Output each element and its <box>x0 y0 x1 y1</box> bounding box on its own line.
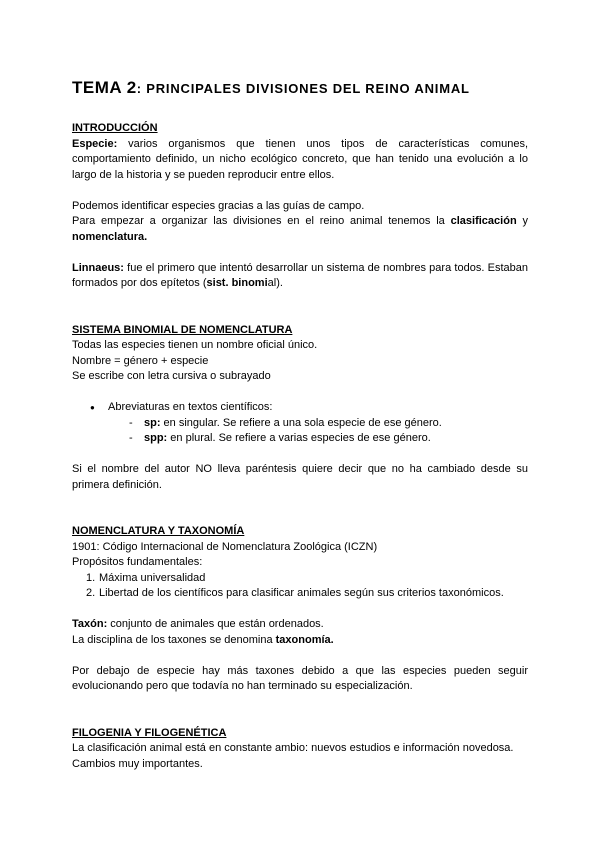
document-content <box>72 78 528 772</box>
sist-binomial-term-a: sist. binomi <box>206 277 268 289</box>
list-item <box>72 586 528 602</box>
filogenia-line-2: Cambios muy importantes. <box>72 757 203 770</box>
item-text: Máxima universalidad <box>99 571 206 584</box>
item-number: 2. <box>86 587 96 599</box>
title-text: : PRINCIPALES DIVISIONES DEL REINO ANIMAL <box>136 81 470 96</box>
debajo-paragraph: Por debajo de especie hay más taxones debido a que las especies pueden seguir evolucionando pero que todavía no han terminado su especialización. <box>72 664 528 692</box>
disciplina-paragraph <box>72 633 528 649</box>
abreviaturas-label: Abreviaturas en textos científicos: <box>108 401 273 413</box>
list-item <box>72 431 528 447</box>
clasificacion-term: clasificación <box>450 215 517 227</box>
sp-term: sp: <box>144 416 161 429</box>
autor-paragraph: Si el nombre del autor NO lleva paréntesis quiere decir que no ha cambiado desde su primera definición. <box>72 463 528 491</box>
binomial-line-3: Se escribe con letra cursiva o subrayado <box>72 370 271 382</box>
linnaeus-paragraph <box>72 261 528 292</box>
sp-text: en singular. Se refiere a una sola especie de ese género. <box>160 416 442 429</box>
taxon-paragraph <box>72 617 528 633</box>
propositos-line: Propósitos fundamentales: <box>72 556 203 568</box>
dash-list <box>72 416 528 447</box>
spp-term: spp: <box>144 432 168 444</box>
iczn-line: 1901: Código Internacional de Nomenclatura Zoológica (ICZN) <box>72 540 378 553</box>
linnaeus-end: l). <box>273 277 283 289</box>
list-item <box>72 400 528 416</box>
section-heading-intro: INTRODUCCIÓN <box>72 122 158 134</box>
taxon-text: conjunto de animales que están ordenados. <box>107 618 324 630</box>
item-text: Libertad de los científicos para clasificar animales según sus criterios taxonómicos. <box>99 587 504 599</box>
item-number: 1. <box>86 571 96 584</box>
linnaeus-term: Linnaeus: <box>72 261 124 274</box>
especie-definition: varios organismos que tienen unos tipos de características comunes, comportamiento definido, un nicho ecológico concreto, que han tenido una evolución a lo largo de la historia y se pueden reproducir entre ellos. <box>72 137 528 181</box>
organizar-paragraph <box>72 214 528 245</box>
page-title <box>72 78 528 99</box>
section-heading-binomial: SISTEMA BINOMIAL DE NOMENCLATURA <box>72 323 293 336</box>
bullet-list <box>72 400 528 416</box>
title-number: TEMA 2 <box>72 78 137 97</box>
especie-term: Especie: <box>72 137 118 150</box>
list-item <box>72 416 528 432</box>
filogenia-line-1: La clasificación animal está en constante ambio: nuevos estudios e información novedosa. <box>72 742 514 754</box>
section-heading-filogenia: FILOGENIA Y FILOGENÉTICA <box>72 726 227 739</box>
especie-paragraph <box>72 137 528 184</box>
nomenclatura-term: nomenclatura. <box>72 230 148 243</box>
linnaeus-text: fue el primero que intentó desarrollar un sistema de nombres para todos. Estaban formados por dos epítetos ( <box>72 261 528 289</box>
list-item <box>72 571 528 587</box>
taxon-term: Taxón: <box>72 618 108 630</box>
guias-paragraph: Podemos identificar especies gracias a las guías de campo. <box>72 199 365 212</box>
spp-text: en plural. Se refiere a varias especies de ese género. <box>167 432 431 444</box>
sist-binomial-term-b: a <box>267 277 274 289</box>
organizar-text: Para empezar a organizar las divisiones en el reino animal tenemos la <box>72 215 451 227</box>
organizar-conj: y <box>516 215 528 227</box>
binomial-line-1: Todas las especies tienen un nombre oficial único. <box>72 339 318 351</box>
section-heading-nomenclatura: NOMENCLATURA Y TAXONOMÍA <box>72 525 245 537</box>
numbered-list <box>72 571 528 602</box>
taxonomia-term: taxonomía. <box>275 633 334 646</box>
binomial-line-2: Nombre = género + especie <box>72 354 209 367</box>
disciplina-text: La disciplina de los taxones se denomina <box>72 633 276 646</box>
